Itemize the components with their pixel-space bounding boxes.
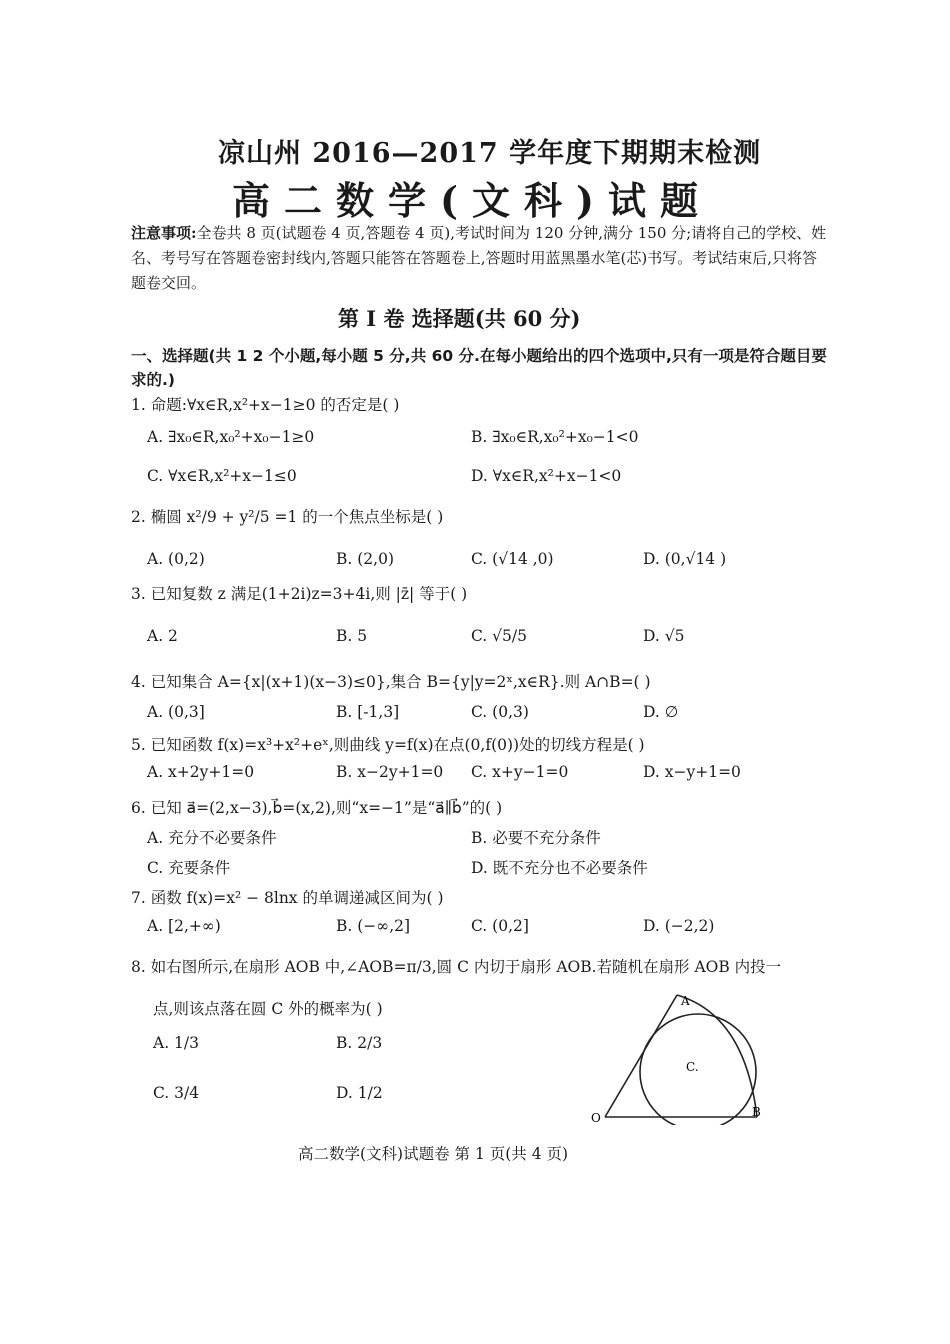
option: D. x−y+1=0 [643,763,741,781]
sector-edge-oa [605,995,677,1117]
option: B. 5 [336,627,368,645]
option: B. (2,0) [336,550,394,568]
label-o: O [591,1111,601,1125]
question-stem: 6. 已知 a⃗=(2,x−3),b⃗=(x,2),则“x=−1”是“a⃗∥b⃗”的( ) [131,799,503,817]
label-b: B [752,1105,761,1119]
option: A. ∃x₀∈R,x₀²+x₀−1≥0 [147,428,315,446]
option: A. 1/3 [153,1034,199,1052]
option: A. (0,3] [147,703,205,721]
question-stem: 3. 已知复数 z 满足(1+2i)z=3+4i,则 |z̄| 等于( ) [131,585,468,603]
label-c: C. [686,1060,699,1074]
question-stem: 5. 已知函数 f(x)=x³+x²+eˣ,则曲线 y=f(x)在点(0,f(0))处的切线方程是( ) [131,736,645,754]
notice [131,221,831,296]
option: B. [-1,3] [336,703,400,721]
option: D. 1/2 [336,1084,383,1102]
option: A. 2 [147,627,178,645]
option: C. ∀x∈R,x²+x−1≤0 [147,467,297,485]
label-a: A [681,994,690,1008]
option: C. (0,2] [471,917,529,935]
question-stem: 4. 已知集合 A={x|(x+1)(x−3)≤0},集合 B={y|y=2ˣ,x∈R}.则 A∩B=( ) [131,673,651,691]
option: B. (−∞,2] [336,917,411,935]
question-stem: 1. 命题:∀x∈R,x²+x−1≥0 的否定是( ) [131,396,400,414]
exam-subtitle: 高二数学(文科)试题 [232,178,712,223]
section-heading: 第 I 卷 选择题(共 60 分) [338,306,581,331]
option: C. (0,3) [471,703,529,721]
option: D. ∅ [643,703,679,721]
question-stem: 2. 椭圆 x²/9 + y²/5 =1 的一个焦点坐标是( ) [131,508,444,526]
option: D. 既不充分也不必要条件 [471,859,648,877]
option: A. x+2y+1=0 [147,763,255,781]
notice-label: 注意事项: [131,224,197,242]
option: A. [2,+∞) [147,917,221,935]
option: B. 2/3 [336,1034,383,1052]
option: C. (√14 ,0) [471,550,554,568]
option: B. ∃x₀∈R,x₀²+x₀−1<0 [471,428,639,446]
option: C. 充要条件 [147,859,231,877]
sector-arc-ab [677,995,757,1117]
notice-text: 全卷共 8 页(试题卷 4 页,答题卷 4 页),考试时间为 120 分钟,满分 150 分;请将自己的学校、姓名、考号写在答题卷密封线内,答题只能答在答题卷上,答题时用蓝黑墨水笔(芯)书写。考试结束后,只将答题卷交回。 [131,224,827,292]
question-stem: 8. 如右图所示,在扇形 AOB 中,∠AOB=π/3,圆 C 内切于扇形 AOB.若随机在扇形 AOB 内投一 [131,958,782,976]
option: C. √5/5 [471,627,527,645]
option: C. 3/4 [153,1084,200,1102]
question-stem: 7. 函数 f(x)=x² − 8lnx 的单调递减区间为( ) [131,889,444,907]
option: D. (−2,2) [643,917,715,935]
option: B. 必要不充分条件 [471,829,601,847]
option: A. (0,2) [147,550,205,568]
question-stem-continued: 点,则该点落在圆 C 外的概率为( ) [153,1000,383,1018]
option: D. ∀x∈R,x²+x−1<0 [471,467,622,485]
exam-title: 凉山州 2016—2017 学年度下期期末检测 [218,138,762,169]
page-footer: 高二数学(文科)试题卷 第 1 页(共 4 页) [298,1145,569,1163]
option: A. 充分不必要条件 [147,829,277,847]
option: B. x−2y+1=0 [336,763,444,781]
sector-figure [585,985,785,1125]
part-heading: 一、选择题(共 1 2 个小题,每小题 5 分,共 60 分.在每小题给出的四个选项中,只有一项是符合题目要求的.) [131,347,827,389]
option: D. (0,√14 ) [643,550,727,568]
option: D. √5 [643,627,685,645]
option: C. x+y−1=0 [471,763,569,781]
